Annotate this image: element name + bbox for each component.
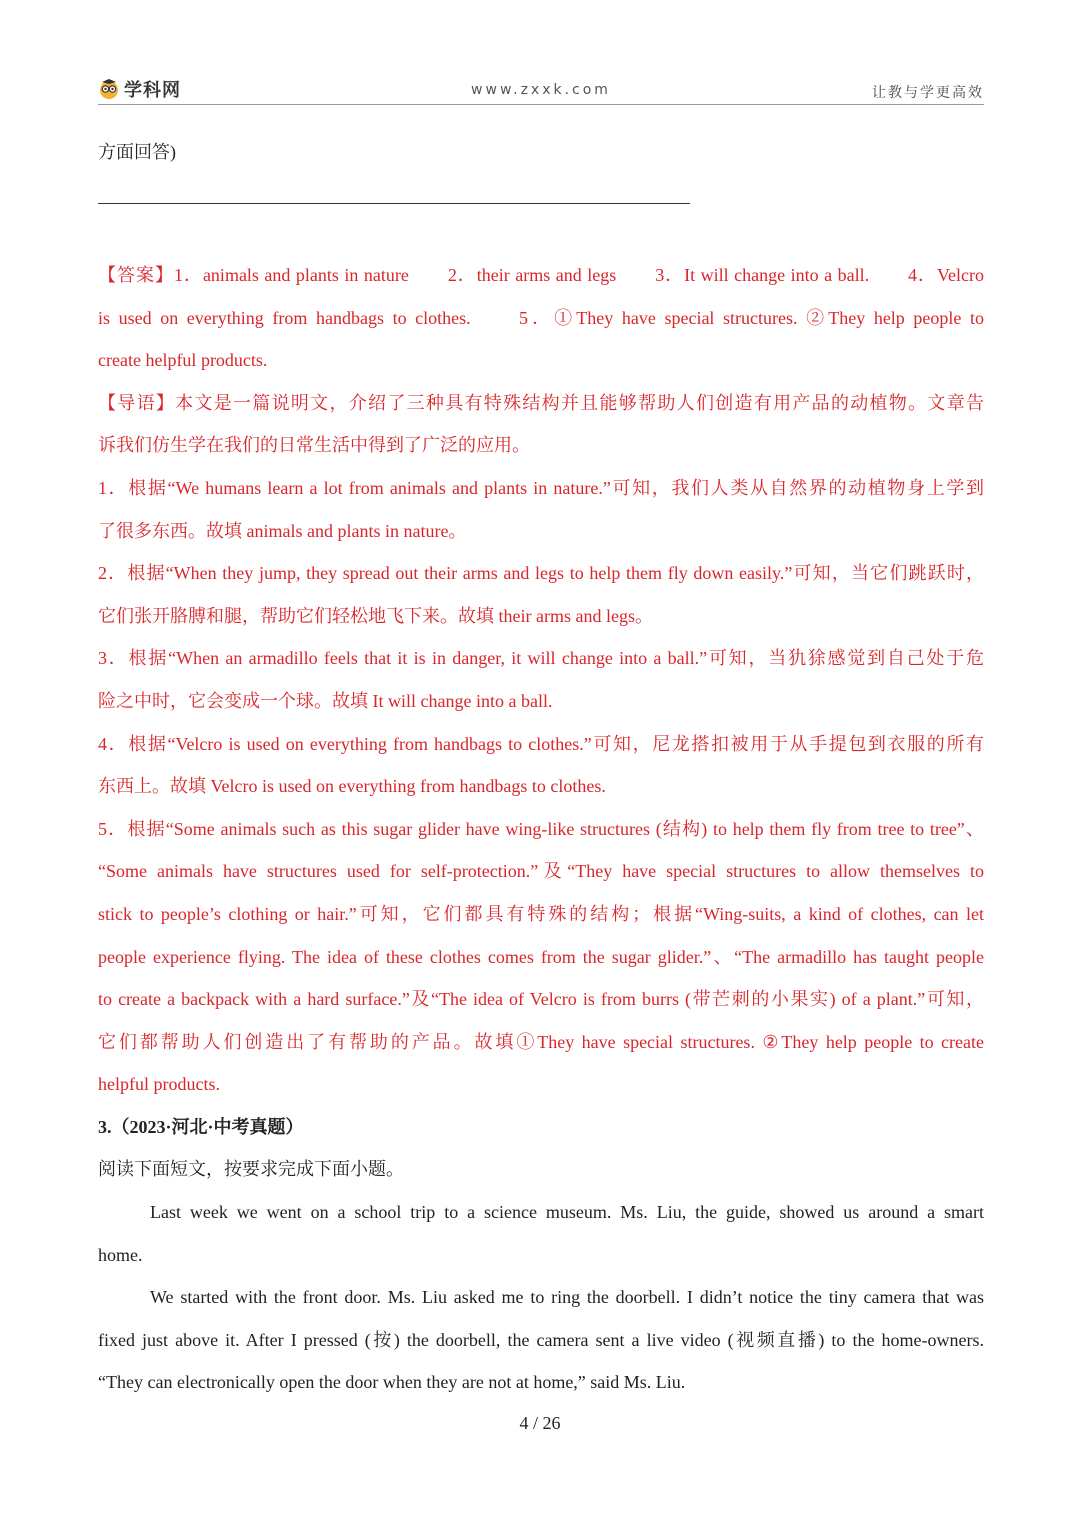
page-content [98,130,984,1404]
explanation-line: 东西上。故填 Velcro is used on everything from handbags to clothes. [98,776,606,797]
explanation-line: “Some animals have structures used for self-protection.”及“They have special structures to allow themselves to [98,861,984,882]
answer-blank-line [98,202,690,204]
explanation-line: to create a backpack with a hard surface.”及“The idea of Velcro is from burrs (带芒刺的小果实) of a plant.”可知， [98,989,984,1010]
passage-line: Last week we went on a school trip to a science museum. Ms. Liu, the guide, showed us around a smart [150,1202,984,1223]
explanation-line: people experience flying. The idea of these clothes comes from the sugar glider.”、“The armadillo has taught people [98,946,984,967]
guide-text: 本文是一篇说明文，介绍了三种具有特殊结构并且能够帮助人们创造有用产品的动植物。文章告 [175,392,984,413]
passage-line: home. [98,1244,143,1265]
guide-line-1 [98,382,984,425]
answer-text: 1．animals and plants in nature 2．their arms and legs 3．It will change into a ball. 4．Velcro [173,265,984,285]
explanation-line: helpful products. [98,1074,220,1095]
prev-question-tail: 方面回答) [98,142,176,162]
explanation-line: 4．根据“Velcro is used on everything from handbags to clothes.”可知，尼龙搭扣被用于从手提包到衣服的所有 [98,733,984,754]
logo-text: 学科网 [124,80,181,101]
explanation-line: 1．根据“We humans learn a lot from animals and plants in nature.”可知，我们人类从自然界的动植物身上学到 [98,477,984,498]
explanation-line: 3．根据“When an armadillo feels that it is in danger, it will change into a ball.”可知，当犰狳感觉到自己处于危 [98,648,984,669]
explanation-line: 险之中时，它会变成一个球。故填 It will change into a ball. [98,690,553,711]
question-3-instruction: 阅读下面短文，按要求完成下面小题。 [98,1159,404,1180]
guide-tag: 【导语】 [98,392,176,413]
answer-line-1 [98,254,984,297]
header-slogan: 让教与学更高效 [872,85,984,101]
page-header [98,74,984,105]
passage-line: “They can electronically open the door when they are not at home,” said Ms. Liu. [98,1372,686,1393]
guide-line-2: 诉我们仿生学在我们的日常生活中得到了广泛的应用。 [98,435,530,456]
explanation-line: 它们都帮助人们创造出了有帮助的产品。故填①They have special structures. ②They help people to create [98,1031,984,1052]
page-number: 4 / 26 [519,1413,561,1433]
explanation-line: 了很多东西。故填 animals and plants in nature。 [98,520,467,541]
explanation-line: 5．根据“Some animals such as this sugar glider have wing-like structures (结构) to help them fly from tree to tree”、 [98,818,984,839]
passage-line: We started with the front door. Ms. Liu asked me to ring the doorbell. I didn’t notice the tiny camera that was [150,1287,984,1308]
passage-line: fixed just above it. After I pressed (按) the doorbell, the camera sent a live video (视频直播) to the home-owners. [98,1329,984,1350]
answer-tag: 【答案】 [98,265,174,285]
answer-line-3: create helpful products. [98,350,268,371]
answer-line-2: is used on everything from handbags to clothes. 5．①They have special structures. ②They help people to [98,307,984,328]
explanation-line: 2．根据“When they jump, they spread out their arms and legs to help them fly down easily.”可知，当它们跳跃时， [98,563,984,584]
question-3-title: 3.（2023·河北·中考真题） [98,1116,304,1137]
site-url[interactable]: www.zxxk.com [471,82,611,98]
explanation-line: stick to people’s clothing or hair.”可知，它们都具有特殊的结构；根据“Wing-suits, a kind of clothes, can let [98,903,984,924]
explanation-line: 它们张开胳膊和腿，帮助它们轻松地飞下来。故填 their arms and legs。 [98,605,653,626]
